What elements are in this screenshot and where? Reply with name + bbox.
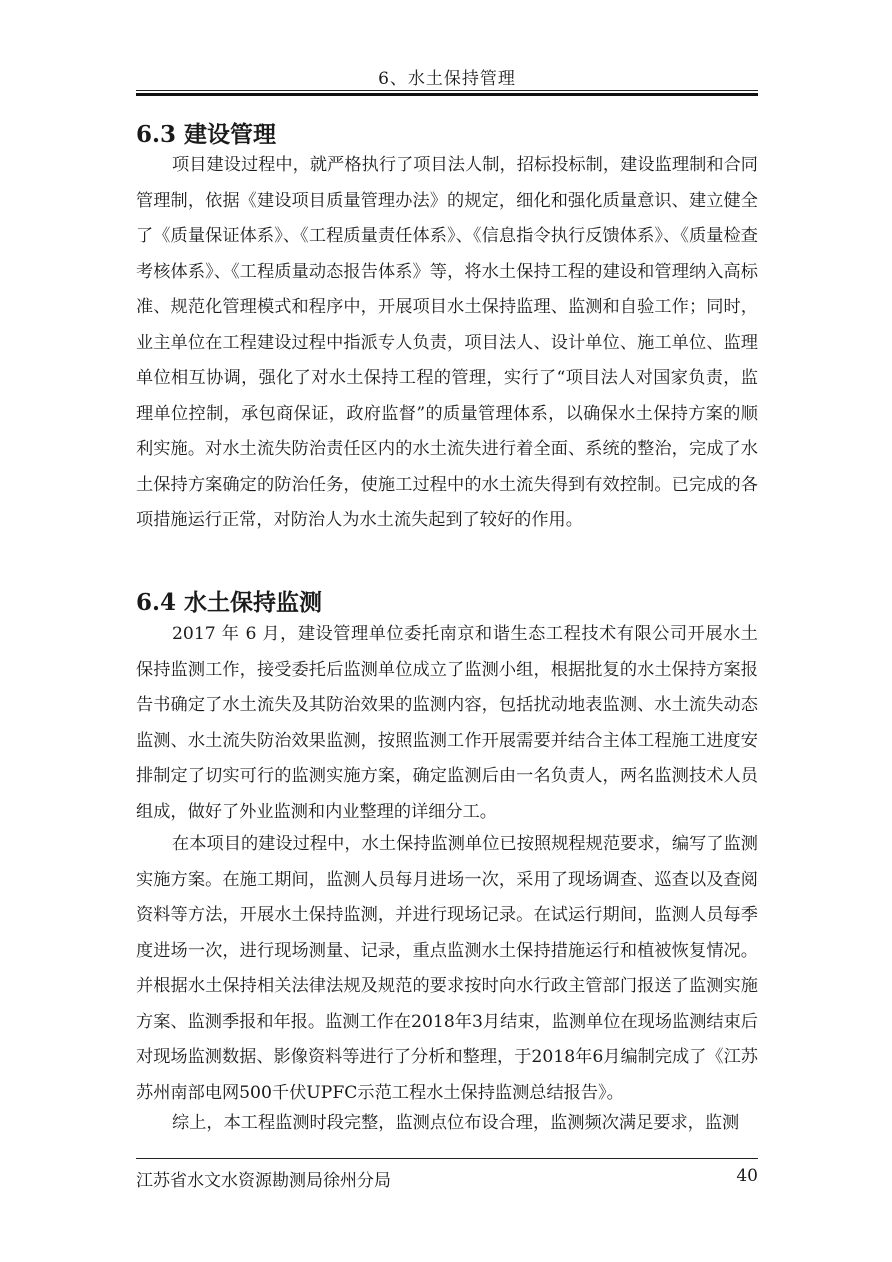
section-heading-6-4: 6.4 水土保持监测 — [136, 589, 323, 616]
section-6-4-paragraph-1: 2017 年 6 月，建设管理单位委托南京和谐生态工程技术有限公司开展水土保持监测工作，接受委托后监测单位成立了监测小组，根据批复的水土保持方案报告书确定了水土流失及其防治效果的监测内容，包括扰动地表监测、水土流失动态监测、水土流失防治效果监测，按照监测工作开展需要并结合主体工程施工进度安排制定了切实可行的监测实施方案，确定监测后由一名负责人，两名监测技术人员组成，做好了外业监测和内业整理的详细分工。 — [136, 624, 758, 822]
footer-organization: 江苏省水文水资源勘测局徐州分局 — [136, 1171, 391, 1191]
section-6-3-paragraph: 项目建设过程中，就严格执行了项目法人制，招标投标制，建设监理制和合同管理制，依据《建设项目质量管理办法》的规定，细化和强化质量意识、建立健全了《质量保证体系》、《工程质量责任体系》、《信息指令执行反馈体系》、《质量检查考核体系》、《工程质量动态报告体系》等，将水土保持工程的建设和管理纳入高标准、规范化管理模式和程序中，开展项目水土保持监理、监测和自验工作；同时，业主单位在工程建设过程中指派专人负责，项目法人、设计单位、施工单位、监理单位相互协调，强化了对水土保持工程的管理，实行了“项目法人对国家负责，监理单位控制，承包商保证，政府监督”的质量管理体系，以确保水土保持方案的顺利实施。对水土流失防治责任区内的水土流失进行着全面、系统的整治，完成了水土保持方案确定的防治任务，使施工过程中的水土流失得到有效控制。已完成的各项措施运行正常，对防治人为水土流失起到了较好的作用。 — [136, 155, 758, 530]
footer-rule — [136, 1158, 758, 1159]
running-header-title: 6、水土保持管理 — [378, 69, 516, 89]
section-6-4-paragraph-2: 在本项目的建设过程中，水土保持监测单位已按照规程规范要求，编写了监测实施方案。在施工期间，监测人员每月进场一次，采用了现场调查、巡查以及查阅资料等方法，开展水土保持监测，并进行现场记录。在试运行期间，监测人员每季度进场一次，进行现场测量、记录，重点监测水土保持措施运行和植被恢复情况。并根据水土保持相关法律法规及规范的要求按时向水行政主管部门报送了监测实施方案、监测季报和年报。监测工作在2018年3月结束，监测单位在现场监测结束后对现场监测数据、影像资料等进行了分析和整理，于2018年6月编制完成了《江苏苏州南部电网500千伏UPFC示范工程水土保持监测总结报告》。 — [136, 834, 758, 1103]
header-rule-thick — [136, 93, 758, 96]
section-6-4-paragraph-3: 综上，本工程监测时段完整，监测点位布设合理，监测频次满足要求，监测 — [172, 1113, 740, 1133]
section-heading-6-3: 6.3 建设管理 — [136, 121, 277, 148]
header-rule — [136, 90, 758, 91]
page-number: 40 — [736, 1166, 758, 1186]
